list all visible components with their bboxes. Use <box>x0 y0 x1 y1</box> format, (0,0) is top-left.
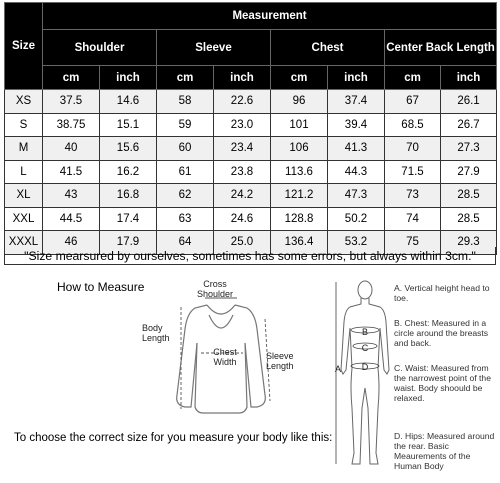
size-cell: XXL <box>5 207 43 231</box>
unit-header: cm <box>385 66 441 90</box>
value-cell: 38.75 <box>43 113 100 137</box>
value-cell: 58 <box>157 90 214 114</box>
unit-header: inch <box>100 66 157 90</box>
table-row <box>5 184 497 208</box>
value-cell: 68.5 <box>385 113 441 137</box>
value-cell: 17.9 <box>100 231 157 255</box>
table-row <box>5 207 497 231</box>
value-cell: 46 <box>43 231 100 255</box>
marker-b: B <box>361 327 368 337</box>
size-cell: XL <box>5 184 43 208</box>
unit-header: inch <box>328 66 385 90</box>
value-cell: 121.2 <box>271 184 328 208</box>
value-cell: 113.6 <box>271 160 328 184</box>
value-cell: 15.6 <box>100 137 157 161</box>
unit-header: cm <box>271 66 328 90</box>
value-cell: 29.3 <box>441 231 497 255</box>
guide-item-a: A. Vertical height head to toe. <box>394 283 490 303</box>
cross-shoulder-label: Cross Shoulder <box>196 279 234 299</box>
value-cell: 73 <box>385 184 441 208</box>
value-cell: 71.5 <box>385 160 441 184</box>
value-cell: 28.5 <box>441 207 497 231</box>
size-cell: S <box>5 113 43 137</box>
value-cell: 40 <box>43 137 100 161</box>
value-cell: 16.2 <box>100 160 157 184</box>
value-cell: 62 <box>157 184 214 208</box>
value-cell: 27.3 <box>441 137 497 161</box>
value-cell: 50.2 <box>328 207 385 231</box>
measurement-header: Measurement <box>43 3 497 30</box>
value-cell: 70 <box>385 137 441 161</box>
size-note: "Size mearsured by ourselves, sometimes has some errors, but always within 3cm." <box>4 247 496 265</box>
value-cell: 26.1 <box>441 90 497 114</box>
value-cell: 14.6 <box>100 90 157 114</box>
value-cell: 23.0 <box>214 113 271 137</box>
marker-c: C <box>361 343 369 353</box>
value-cell: 24.2 <box>214 184 271 208</box>
value-cell: 23.4 <box>214 137 271 161</box>
value-cell: 64 <box>157 231 214 255</box>
value-cell: 128.8 <box>271 207 328 231</box>
chest-width-label: Chest Width <box>213 347 237 367</box>
value-cell: 37.5 <box>43 90 100 114</box>
body-figure <box>330 278 400 478</box>
value-cell: 75 <box>385 231 441 255</box>
value-cell: 23.8 <box>214 160 271 184</box>
table-row <box>5 90 497 114</box>
value-cell: 60 <box>157 137 214 161</box>
value-cell: 41.3 <box>328 137 385 161</box>
marker-d: D <box>361 362 369 372</box>
unit-header: cm <box>157 66 214 90</box>
table-row <box>5 160 497 184</box>
group-header: Center Back Length <box>385 30 497 66</box>
guide-item-d: D. Hips: Measured around the rear. Basic Meaurements of the Human Body <box>394 431 495 471</box>
value-cell: 25.0 <box>214 231 271 255</box>
value-cell: 59 <box>157 113 214 137</box>
value-cell: 41.5 <box>43 160 100 184</box>
table-row <box>5 113 497 137</box>
size-cell: XS <box>5 90 43 114</box>
value-cell: 26.7 <box>441 113 497 137</box>
choose-size-text: To choose the correct size for you measure your body like this: <box>14 432 333 444</box>
value-cell: 15.1 <box>100 113 157 137</box>
value-cell: 136.4 <box>271 231 328 255</box>
value-cell: 28.5 <box>441 184 497 208</box>
group-header: Shoulder <box>43 30 157 66</box>
value-cell: 24.6 <box>214 207 271 231</box>
value-cell: 61 <box>157 160 214 184</box>
group-header: Chest <box>271 30 385 66</box>
size-cell: M <box>5 137 43 161</box>
value-cell: 16.8 <box>100 184 157 208</box>
size-cell: XXXL <box>5 231 43 255</box>
value-cell: 37.4 <box>328 90 385 114</box>
value-cell: 47.3 <box>328 184 385 208</box>
group-header: Sleeve <box>157 30 271 66</box>
guide-item-b: B. Chest: Measured in a circle around the breasts and back. <box>394 318 489 348</box>
unit-header: cm <box>43 66 100 90</box>
guide-item-c: C. Waist: Measured from the narrowest point of the waist. Body shoould be relaxed. <box>394 363 491 403</box>
sleeve-length-label: Sleeve Length <box>266 351 294 371</box>
size-chart-table <box>4 2 497 255</box>
value-cell: 96 <box>271 90 328 114</box>
value-cell: 17.4 <box>100 207 157 231</box>
value-cell: 101 <box>271 113 328 137</box>
body-length-label: Body Length <box>142 323 170 343</box>
unit-header: inch <box>441 66 497 90</box>
marker-a: A <box>334 364 341 374</box>
value-cell: 22.6 <box>214 90 271 114</box>
size-header: Size <box>5 3 43 90</box>
value-cell: 43 <box>43 184 100 208</box>
value-cell: 63 <box>157 207 214 231</box>
value-cell: 27.9 <box>441 160 497 184</box>
value-cell: 44.5 <box>43 207 100 231</box>
value-cell: 106 <box>271 137 328 161</box>
unit-header: inch <box>214 66 271 90</box>
value-cell: 67 <box>385 90 441 114</box>
size-cell: L <box>5 160 43 184</box>
value-cell: 39.4 <box>328 113 385 137</box>
value-cell: 44.3 <box>328 160 385 184</box>
value-cell: 53.2 <box>328 231 385 255</box>
value-cell: 74 <box>385 207 441 231</box>
table-row <box>5 137 497 161</box>
how-to-measure-title: How to Measure <box>57 280 145 294</box>
